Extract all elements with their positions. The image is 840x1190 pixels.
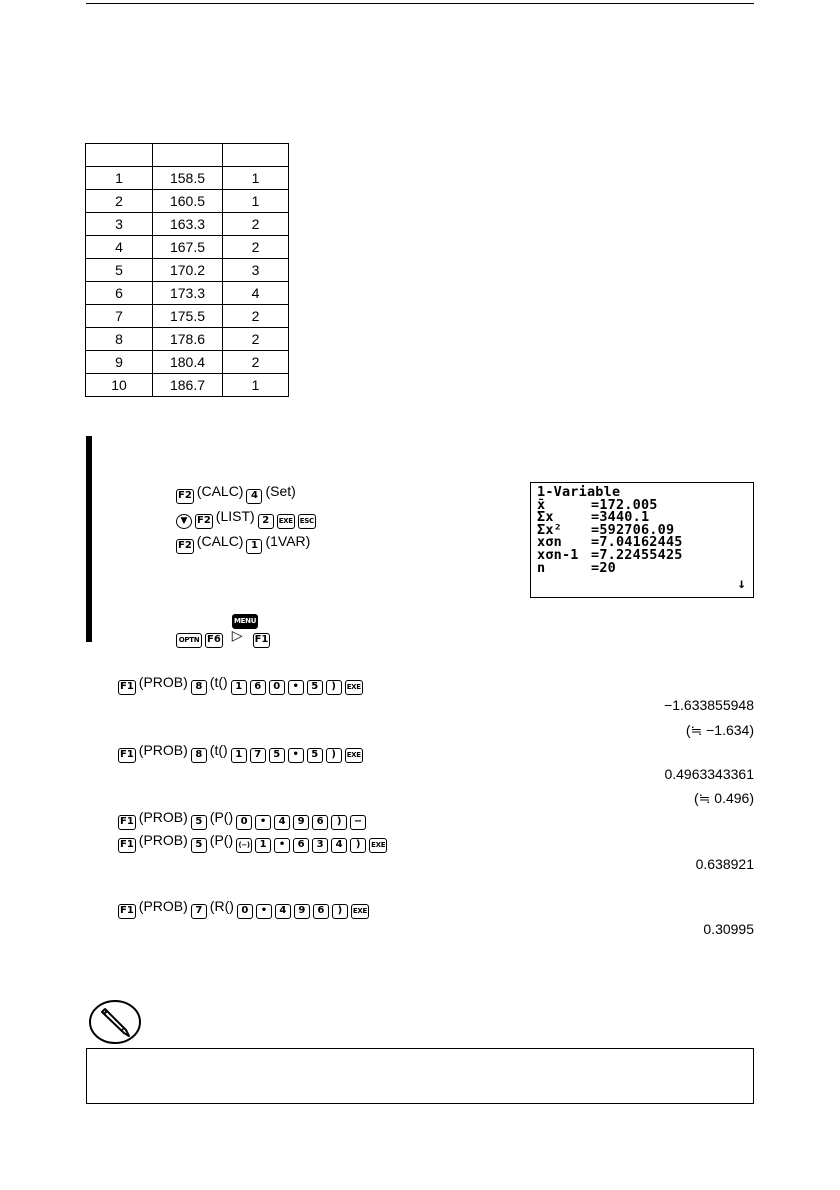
- key-input: EXE: [345, 748, 363, 763]
- table-cell: 5: [86, 259, 153, 282]
- function-label: (P(): [209, 832, 234, 848]
- table-cell: 6: [86, 282, 153, 305]
- table-cell: 167.5: [153, 236, 223, 259]
- pencil-note-icon: [88, 999, 142, 1045]
- step-label: (LIST): [215, 508, 255, 524]
- calc-line-t2: [118, 742, 366, 763]
- result-t2-approx: (≒ 0.496): [694, 790, 754, 806]
- height-frequency-table: [85, 143, 289, 397]
- key-input: 6: [250, 680, 266, 695]
- function-label: (t(): [209, 742, 228, 758]
- table-cell: 2: [86, 190, 153, 213]
- table-cell: 4: [86, 236, 153, 259]
- step-1var: [176, 533, 310, 554]
- key-f2: F2: [176, 539, 194, 554]
- table-cell: 178.6: [153, 328, 223, 351]
- key-2: 2: [258, 514, 274, 529]
- screen-value: =20: [591, 559, 616, 576]
- key-input: •: [255, 815, 271, 830]
- step-optn: [176, 627, 273, 648]
- key-esc: ESC: [298, 514, 316, 529]
- function-label: (t(): [209, 674, 228, 690]
- screen-value: =7.04162445: [591, 534, 683, 551]
- key-input: •: [288, 748, 304, 763]
- result-p: 0.638921: [695, 856, 754, 872]
- table-header-cell: [153, 144, 223, 167]
- table-cell: 180.4: [153, 351, 223, 374]
- menu-label: (PROB): [138, 832, 188, 848]
- step-label: (1VAR): [265, 533, 311, 549]
- key-input: 6: [313, 904, 329, 919]
- section-marker-bar: [86, 436, 92, 642]
- key-input: 4: [275, 904, 291, 919]
- key-input: 3: [312, 838, 328, 853]
- table-header-cell: [86, 144, 153, 167]
- menu-label: (PROB): [138, 742, 188, 758]
- result-t1: −1.633855948: [664, 697, 754, 713]
- table-cell: 175.5: [153, 305, 223, 328]
- table-cell: 2: [223, 213, 289, 236]
- key-input: (−): [236, 838, 252, 853]
- result-t1-approx: (≒ −1.634): [685, 722, 754, 738]
- note-box: [86, 1048, 754, 1104]
- step-label: (Set): [265, 483, 296, 499]
- step-label: (CALC): [196, 533, 244, 549]
- function-label: (P(): [209, 809, 234, 825]
- table-cell: 2: [223, 236, 289, 259]
- screen-label: Σx²: [537, 521, 562, 538]
- table-cell: 10: [86, 374, 153, 397]
- table-cell: 3: [223, 259, 289, 282]
- key-f1: F1: [118, 748, 136, 763]
- screen-row: [537, 546, 747, 563]
- table-row: [86, 167, 289, 190]
- key-input: EXE: [351, 904, 369, 919]
- menu-label: (PROB): [138, 809, 188, 825]
- screen-title: 1-Variable: [537, 484, 621, 500]
- key-input: 1: [231, 680, 247, 695]
- table-cell: 3: [86, 213, 153, 236]
- screen-value: =7.22455425: [591, 546, 683, 563]
- screen-row: [537, 559, 747, 576]
- key-input: 6: [293, 838, 309, 853]
- key-input: 0: [236, 815, 252, 830]
- key-input: 6: [312, 815, 328, 830]
- key-digit: 5: [191, 838, 207, 853]
- key-optn: OPTN: [176, 633, 202, 648]
- table-cell: 1: [223, 190, 289, 213]
- table-cell: 2: [223, 328, 289, 351]
- key-input: 5: [307, 680, 323, 695]
- key-menu: MENU: [232, 614, 258, 629]
- table-cell: 4: [223, 282, 289, 305]
- top-rule: [86, 3, 754, 4]
- table-header-cell: [223, 144, 289, 167]
- scroll-down-icon: ↓: [737, 576, 746, 593]
- calc-line-p1: [118, 809, 369, 830]
- screen-label: n: [537, 559, 546, 576]
- screen-value: =172.005: [591, 496, 658, 513]
- table-row: [86, 282, 289, 305]
- menu-label: (PROB): [138, 674, 188, 690]
- calc-line-p2: [118, 832, 390, 853]
- key-digit: 7: [191, 904, 207, 919]
- table-cell: 8: [86, 328, 153, 351]
- table-row: [86, 213, 289, 236]
- screen-label: xσn: [537, 534, 562, 551]
- step-menu: [232, 608, 261, 629]
- key-input: 1: [255, 838, 271, 853]
- key-digit: 5: [191, 815, 207, 830]
- key-1: 1: [246, 539, 262, 554]
- key-input: 0: [237, 904, 253, 919]
- table-row: [86, 374, 289, 397]
- key-input: ): [350, 838, 366, 853]
- table-row: [86, 351, 289, 374]
- key-exe: EXE: [277, 514, 295, 529]
- step-calc-set: [176, 483, 296, 504]
- key-input: −: [350, 815, 366, 830]
- result-r: 0.30995: [703, 921, 754, 937]
- table-row: [86, 190, 289, 213]
- key-input: 5: [307, 748, 323, 763]
- table-cell: 173.3: [153, 282, 223, 305]
- table-cell: 158.5: [153, 167, 223, 190]
- key-input: EXE: [369, 838, 387, 853]
- key-4: 4: [246, 489, 262, 504]
- step-list: [176, 508, 319, 529]
- key-f2: F2: [195, 514, 213, 529]
- key-input: •: [274, 838, 290, 853]
- screen-value: =592706.09: [591, 521, 675, 538]
- table-row: [86, 328, 289, 351]
- key-input: EXE: [345, 680, 363, 695]
- key-input: 0: [269, 680, 285, 695]
- key-input: •: [256, 904, 272, 919]
- calc-line-t1: [118, 674, 366, 695]
- key-input: 4: [331, 838, 347, 853]
- key-f6: F6: [205, 633, 223, 648]
- table-cell: 163.3: [153, 213, 223, 236]
- table-cell: 1: [86, 167, 153, 190]
- key-input: 9: [293, 815, 309, 830]
- key-input: 1: [231, 748, 247, 763]
- key-f1: F1: [118, 838, 136, 853]
- calculator-screen: [530, 482, 754, 598]
- table-cell: 7: [86, 305, 153, 328]
- table-cell: 186.7: [153, 374, 223, 397]
- table-cell: 9: [86, 351, 153, 374]
- cursor-down-icon: ▼: [176, 514, 192, 529]
- table-cell: 170.2: [153, 259, 223, 282]
- table-cell: 2: [223, 305, 289, 328]
- screen-label: x̄: [537, 496, 546, 513]
- table-cell: 1: [223, 374, 289, 397]
- key-input: ): [331, 815, 347, 830]
- key-f1: F1: [118, 680, 136, 695]
- table-cell: 160.5: [153, 190, 223, 213]
- key-input: ): [326, 680, 342, 695]
- menu-label: (PROB): [138, 898, 188, 914]
- key-input: 7: [250, 748, 266, 763]
- key-digit: 8: [191, 748, 207, 763]
- screen-value: =3440.1: [591, 509, 650, 526]
- screen-label: Σx: [537, 509, 554, 526]
- key-f1: F1: [253, 633, 271, 648]
- step-label: (CALC): [196, 483, 244, 499]
- key-input: ): [332, 904, 348, 919]
- table-row: [86, 305, 289, 328]
- screen-label: xσn-1: [537, 546, 579, 563]
- function-label: (R(): [209, 898, 234, 914]
- table-cell: 1: [223, 167, 289, 190]
- key-input: 5: [269, 748, 285, 763]
- key-f1: F1: [118, 815, 136, 830]
- key-digit: 8: [191, 680, 207, 695]
- table-row: [86, 236, 289, 259]
- key-input: 9: [294, 904, 310, 919]
- table-row: [86, 259, 289, 282]
- key-input: ): [326, 748, 342, 763]
- key-input: 4: [274, 815, 290, 830]
- result-t2: 0.4963343361: [664, 766, 754, 782]
- table-cell: 2: [223, 351, 289, 374]
- key-f2: F2: [176, 489, 194, 504]
- key-input: •: [288, 680, 304, 695]
- calc-line-r: [118, 898, 372, 919]
- key-f1: F1: [118, 904, 136, 919]
- table-header-row: [86, 144, 289, 167]
- next-page-icon: ▷: [231, 627, 243, 643]
